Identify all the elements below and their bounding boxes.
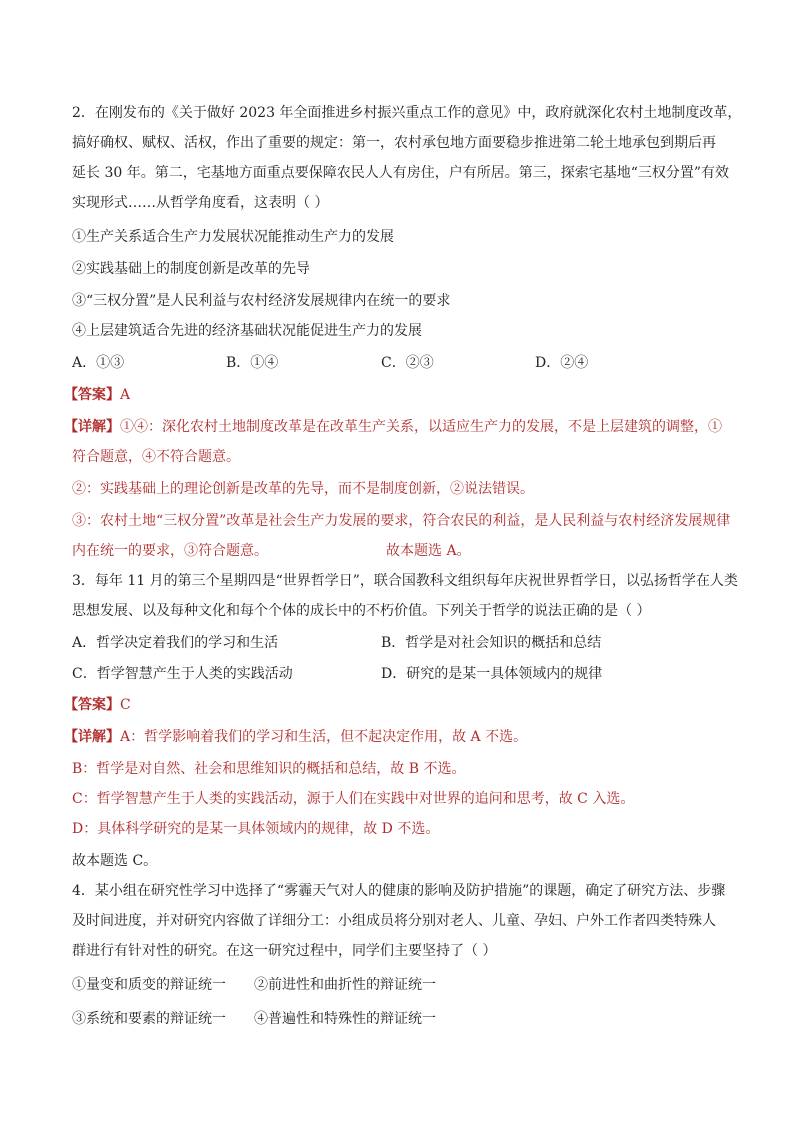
q4-stem-line-2: 及时间进度，并对研究内容做了详细分工：小组成员将分别对老人、儿童、孕妇、户外工作者四类特殊人 [72, 913, 716, 929]
q2-stem-line-3: 延长 30 年。第二，宅基地方面重点要保障农民人人有房住，户有所居。第三，探索宅基地“三权分置”有效 [72, 165, 730, 181]
q3-answer-label: 【答案】 [64, 697, 120, 713]
q2-detail-line-5: 内在统一的要求，③符合题意。 [72, 543, 268, 559]
q3-detail-line-1 [64, 728, 527, 746]
q2-option-c: C．②③ [381, 355, 434, 371]
q2-option-a: A．①③ [72, 355, 125, 371]
q4-statement-4: ④普遍性和特殊性的辩证统一 [254, 1011, 436, 1027]
q4-stem-line-1: 4．某小组在研究性学习中选择了“雾霾天气对人的健康的影响及防护措施”的课题，确定了研究方法、步骤 [72, 883, 726, 899]
q2-stem-line-1: 2．在刚发布的《关于做好 2023 年全面推进乡村振兴重点工作的意见》中，政府就深化农村土地制度改革， [72, 105, 742, 121]
q2-detail-text-1: ①④：深化农村土地制度改革是在改革生产关系，以适应生产力的发展，不是上层建筑的调整，① [120, 419, 722, 435]
q2-detail-line-3: ②：实践基础上的理论创新是改革的先导，而不是制度创新，②说法错误。 [72, 481, 534, 497]
q3-option-a: A．哲学决定着我们的学习和生活 [72, 635, 279, 651]
q3-option-c: C．哲学智慧产生于人类的实践活动 [72, 666, 293, 682]
q2-statement-1: ①生产关系适合生产力发展状况能推动生产力的发展 [72, 229, 394, 245]
q2-detail-line-4: ③：农村土地“三权分置”改革是社会生产力发展的要求，符合农民的利益，是人民利益与农村经济发展规律 [72, 513, 731, 529]
q2-statement-4: ④上层建筑适合先进的经济基础状况能促进生产力的发展 [72, 323, 422, 339]
q2-detail-line-2: 符合题意，④不符合题意。 [72, 449, 240, 465]
q4-statement-2: ②前进性和曲折性的辩证统一 [254, 977, 436, 993]
q2-answer-label: 【答案】 [64, 387, 120, 403]
q2-statement-2: ②实践基础上的制度创新是改革的先导 [72, 261, 310, 277]
q3-detail-line-3: C：哲学智慧产生于人类的实践活动，源于人们在实践中对世界的追问和思考，故 C 入选。 [72, 791, 635, 807]
q2-option-b: B．①④ [226, 355, 279, 371]
q2-answer [64, 386, 130, 404]
q2-statement-3: ③“三权分置”是人民利益与农村经济发展规律内在统一的要求 [72, 293, 451, 309]
q3-detail-line-4: D：具体科学研究的是某一具体领域内的规律，故 D 不选。 [72, 821, 440, 837]
q2-stem-line-2: 搞好确权、赋权、活权，作出了重要的规定：第一，农村承包地方面要稳步推进第二轮土地承包到期后再 [72, 135, 716, 151]
q2-conclusion: 故本题选 A。 [386, 543, 471, 559]
q3-detail-line-2: B：哲学是对自然、社会和思维知识的概括和总结，故 B 不选。 [72, 761, 466, 777]
q3-detail-text-1: A：哲学影响着我们的学习和生活，但不起决定作用，故 A 不选。 [120, 729, 528, 745]
q3-stem-line-1: 3．每年 11 月的第三个星期四是“世界哲学日”，联合国教科文组织每年庆祝世界哲学日，以弘扬哲学在人类 [72, 573, 738, 589]
q4-statement-1: ①量变和质变的辩证统一 [72, 977, 226, 993]
q3-option-d: D．研究的是某一具体领域内的规律 [381, 666, 603, 682]
q4-stem-line-3: 群进行有针对性的研究。在这一研究过程中，同学们主要坚持了（ ） [72, 943, 497, 959]
q3-detail-label: 【详解】 [64, 729, 120, 745]
q2-answer-value: A [120, 387, 131, 403]
q2-stem-line-4: 实现形式……从哲学角度看，这表明（ ） [72, 195, 329, 211]
q2-detail-line-1 [64, 418, 722, 436]
q3-conclusion: 故本题选 C。 [72, 853, 158, 869]
q2-option-d: D．②④ [535, 355, 589, 371]
q3-stem-line-2: 思想发展、以及每种文化和每个个体的成长中的不朽价值。下列关于哲学的说法正确的是（ ） [72, 603, 651, 619]
q3-answer [64, 696, 131, 714]
q3-option-b: B．哲学是对社会知识的概括和总结 [381, 635, 602, 651]
q2-detail-label: 【详解】 [64, 419, 120, 435]
q3-answer-value: C [120, 697, 131, 713]
q4-statement-3: ③系统和要素的辩证统一 [72, 1011, 226, 1027]
